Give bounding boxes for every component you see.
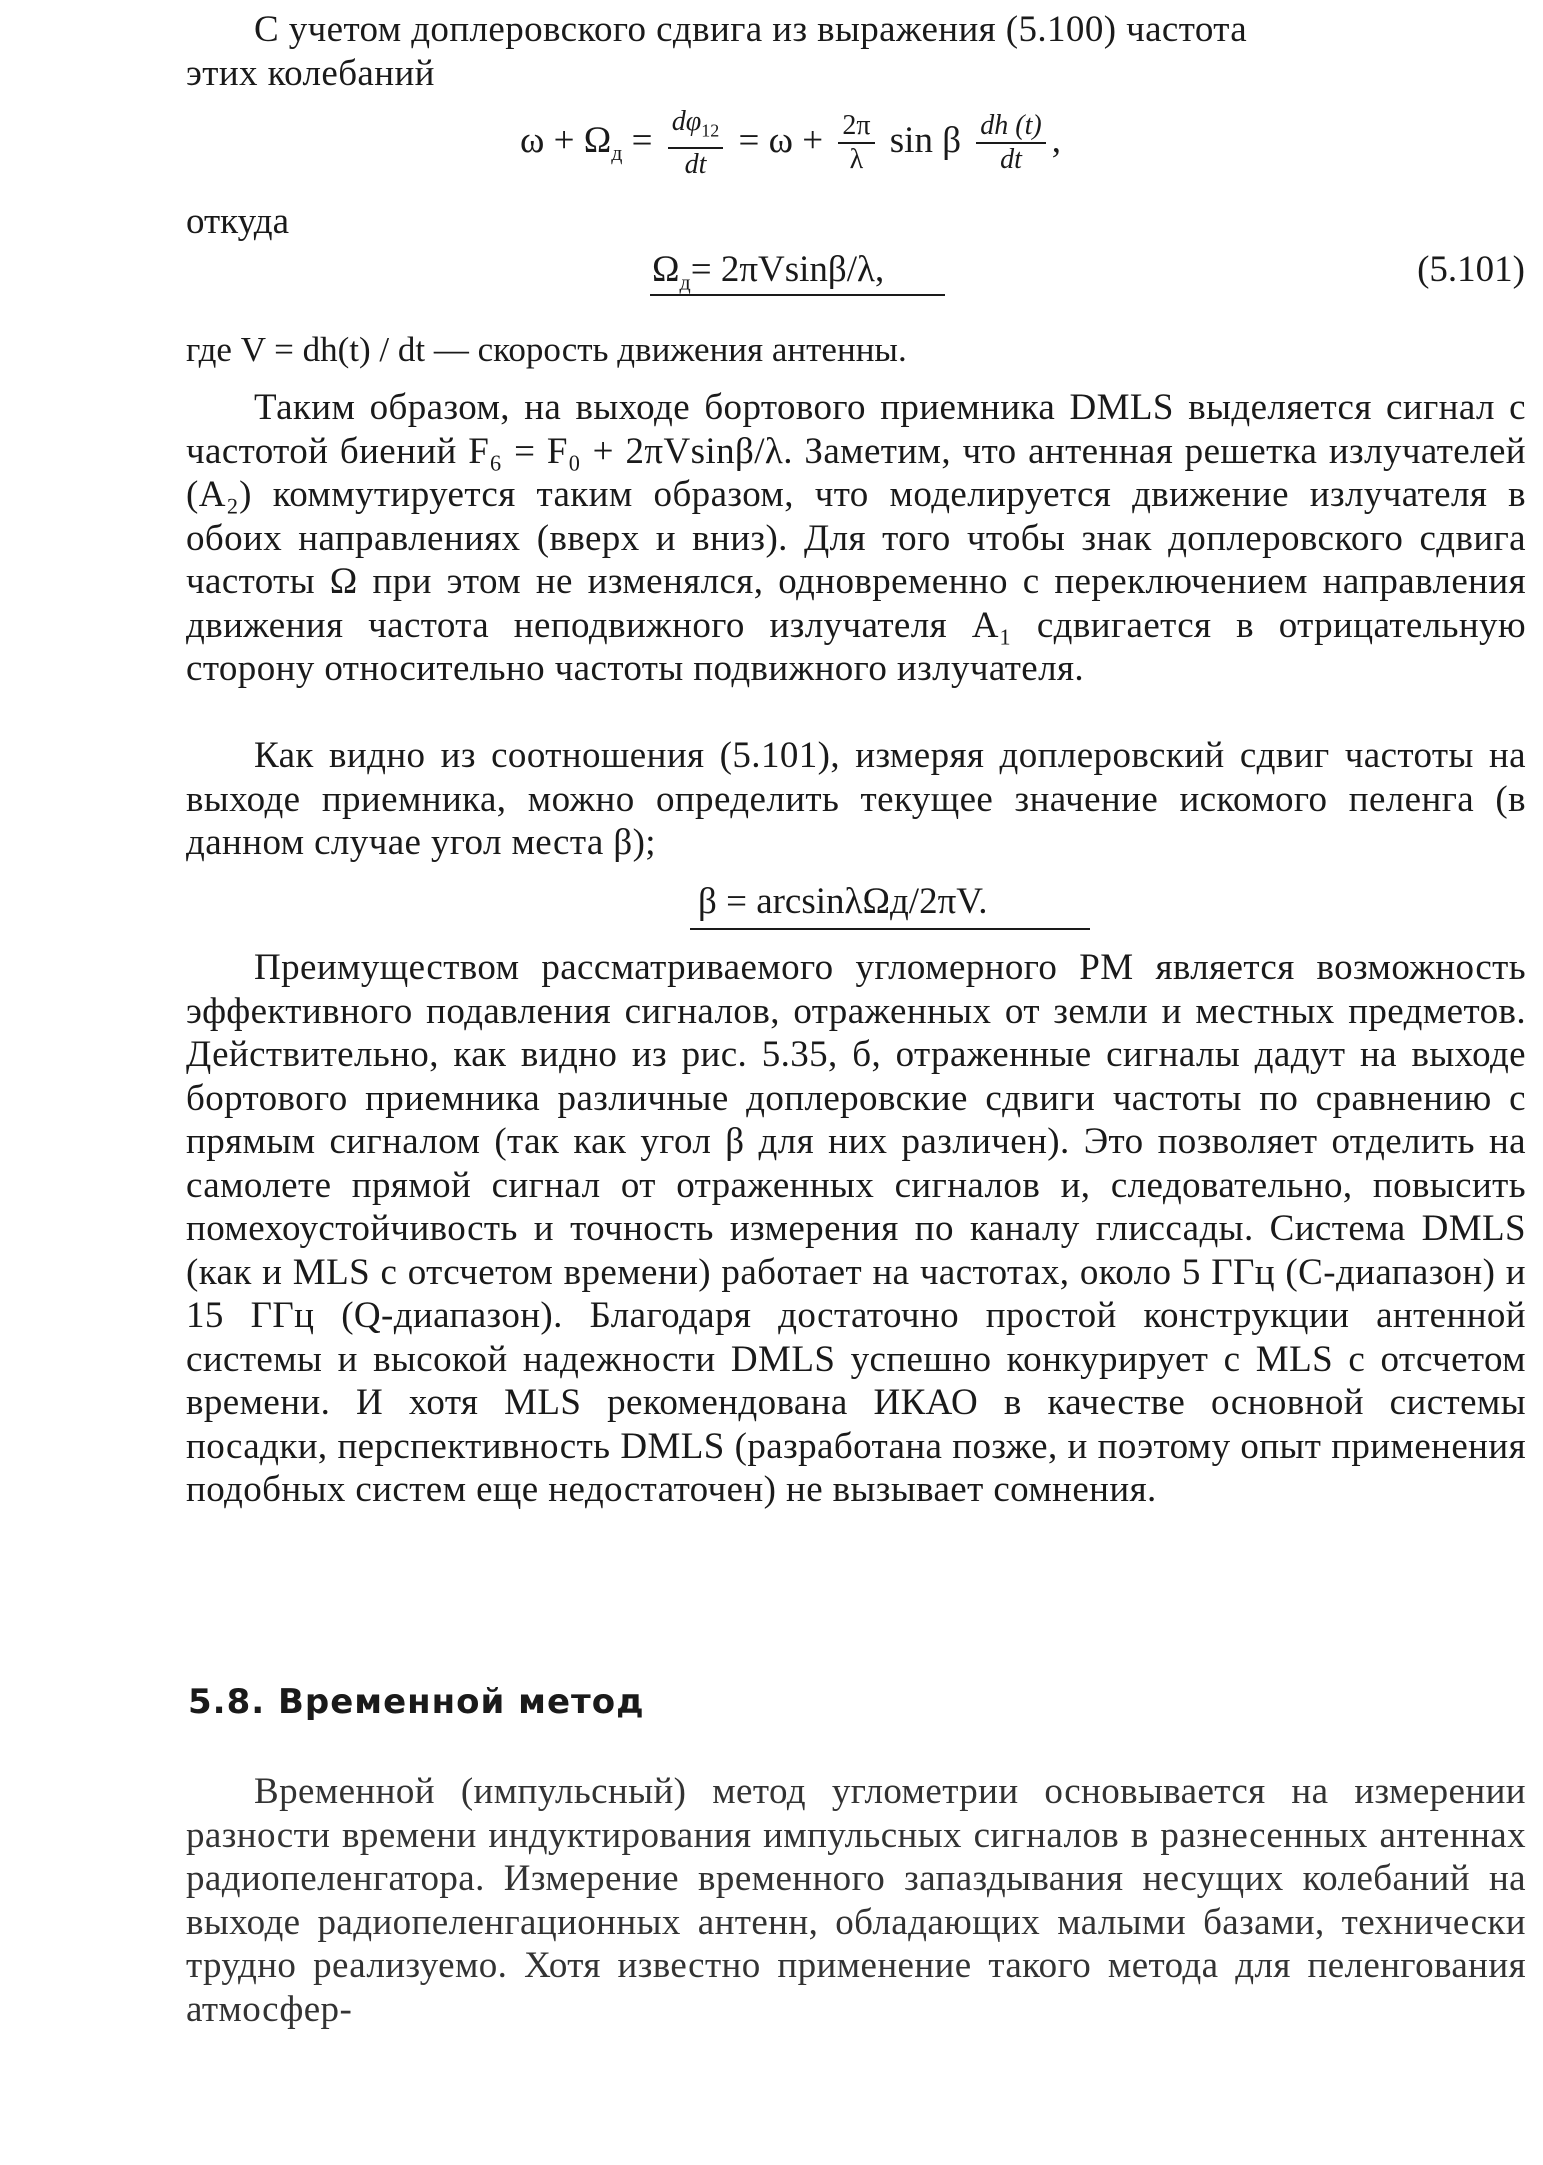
paragraph-dmls-advantages: [186, 946, 1526, 1512]
fraction-2pi-lambda: [838, 110, 874, 176]
intro-line-2: этих колебаний: [186, 52, 435, 94]
frac1-numerator: dφ: [671, 106, 702, 137]
equation-beta: β = arcsinλΩд/2πV.: [698, 881, 988, 922]
text-otkuda: откуда: [186, 201, 290, 242]
eq-beta-underline: [690, 928, 1090, 930]
eq-tail: ,: [1051, 119, 1061, 161]
fraction-dh-dt: [976, 110, 1045, 176]
frac2-numerator: 2π: [838, 110, 874, 144]
eq-lhs-sub: д: [611, 140, 623, 166]
fraction-dphi-dt: [668, 106, 724, 181]
paragraph-bearing-determination: [186, 734, 1526, 865]
frac3-denominator: dt: [1000, 144, 1022, 176]
section-heading-5-8: 5.8. Временной метод: [188, 1682, 645, 1722]
equation-doppler-frequency: [520, 106, 1061, 181]
paragraph-time-method: [186, 1770, 1526, 2031]
frac1-denominator: dt: [684, 148, 707, 180]
where-definition: где V = dh(t) / dt — скорость движения антенны.: [186, 330, 907, 369]
eq101-body: = 2πVsinβ/λ,: [690, 249, 885, 290]
frac2-denominator: λ: [849, 144, 864, 176]
eq101-underline: [650, 294, 945, 296]
paragraph-3-text: Преимуществом рассматриваемого угломерного РМ является возможность эффективного подавления сигналов, отраженных от земли и местных предметов. Действительно, как видно из рис. 5.35, б, отраженные сигналы дадут на выходе бортового приемника различные доплеровские сдвиги частоты по сравнению с прямым сигналом (так как угол β для них различен). Это позволяет отделить на самолете прямой сигнал от отраженных сигналов и, следовательно, повысить помехоустойчивость и точность измерения по каналу глиссады. Система DMLS (как и MLS с отсчетом времени) работает на частотах, около 5 ГГц (С-диапазон) и 15 ГГц (Q-диапазон). Благодаря достаточно простой конструкции антенной системы и высокой надежности DMLS успешно конкурирует с MLS с отсчетом времени. И хотя MLS рекомендована ИКАО в качестве основной системы посадки, перспективность DMLS (разработана позже, и поэтому опыт применения подобных систем еще недостаточен) не вызывает сомнения.: [186, 947, 1526, 1510]
eq101-omega-sub: д: [679, 269, 691, 295]
paragraph-1-text: Таким образом, на выходе бортового приемника DMLS выделяется сигнал с частотой биений F₆ = F₀ + 2πVsinβ/λ. Заметим, что антенная решетка излучателей (A₂) коммутируется таким образом, что моделируется движение излучателя в обоих направлениях (вверх и вниз). Для того чтобы знак доплеровского сдвига частоты Ω при этом не изменялся, одновременно с переключением направления движения частота неподвижного излучателя A₁ сдвигается в отрицательную сторону относительно частоты подвижного излучателя.: [186, 387, 1526, 689]
paragraph-2-text: Как видно из соотношения (5.101), измеряя доплеровский сдвиг частоты на выходе приемника, можно определить текущее значение искомого пеленга (в данном случае угол места β);: [186, 735, 1526, 863]
paragraph-dmls-beat-frequency: [186, 386, 1526, 691]
paragraph-4-text: Временной (импульсный) метод углометрии основывается на измерении разности времени индуктирования импульсных сигналов в разнесенных антеннах радиопеленгатора. Измерение временного запаздывания несущих колебаний на выходе радиопеленгационных антенн, обладающих малыми базами, технически трудно реализуемо. Хотя известно применение такого метода для пеленгования атмосфер-: [186, 1771, 1526, 2030]
eq-sin-beta: sin β: [889, 119, 962, 161]
intro-line-1: С учетом доплеровского сдвига из выражения (5.100) частота: [254, 9, 1248, 50]
eq-lhs: ω + Ω: [520, 119, 612, 161]
equation-number-5-101: (5.101): [1417, 249, 1525, 290]
intro-paragraph: [186, 8, 1526, 95]
frac3-numerator: dh (t): [976, 110, 1045, 144]
eq101-omega: Ω: [652, 249, 680, 290]
frac1-numerator-sub: 12: [701, 120, 720, 141]
eq-equals: =: [631, 119, 653, 161]
eq-rhs: = ω +: [738, 119, 824, 161]
